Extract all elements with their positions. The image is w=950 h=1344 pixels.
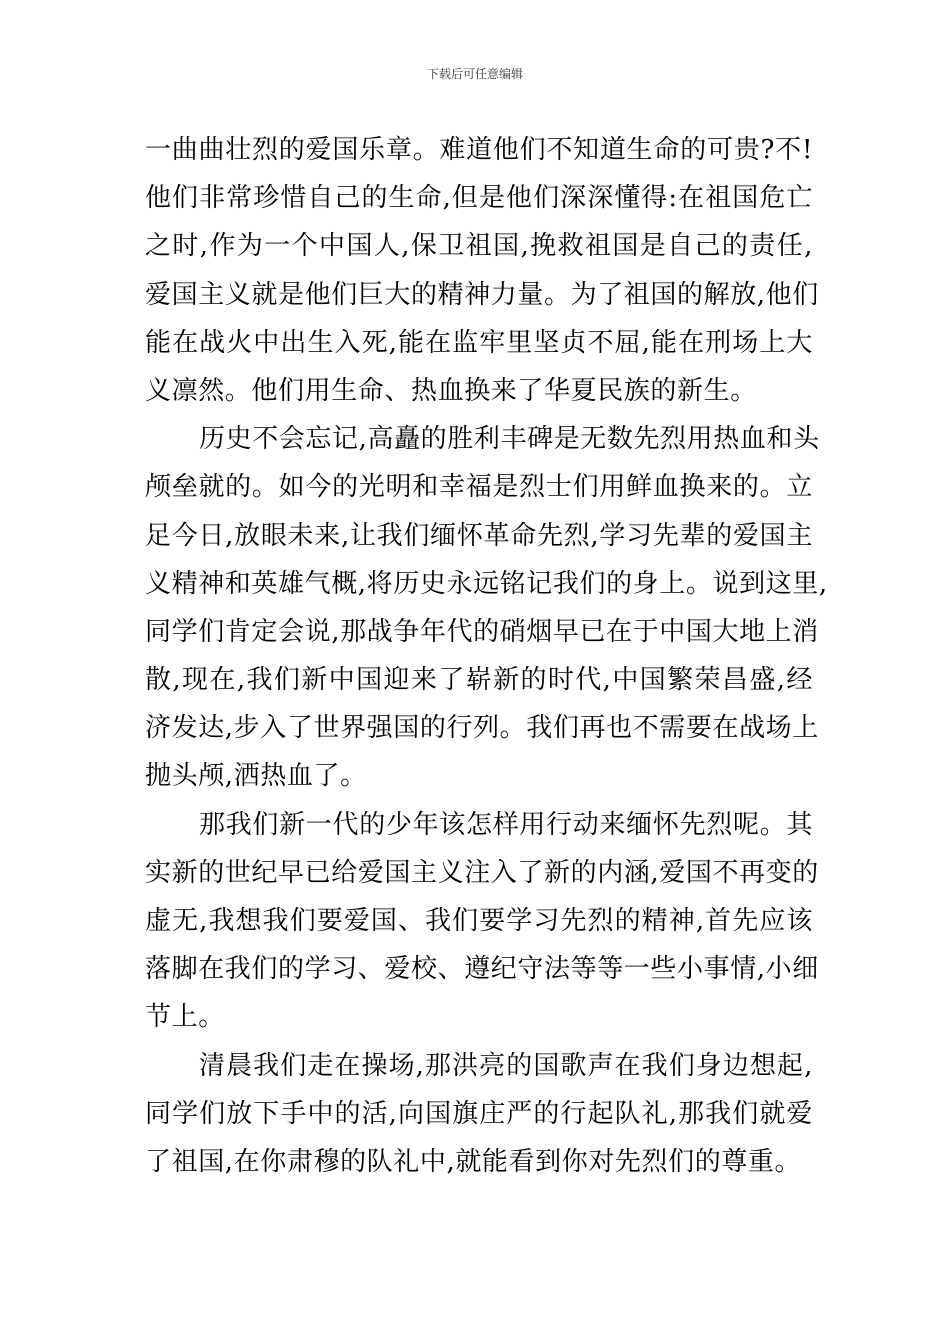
text-line: 落脚在我们的学习、爱校、遵纪守法等等一些小事情,小细 — [145, 954, 819, 985]
text-line: 抛头颅,洒热血了。 — [145, 761, 367, 792]
text-line: 实新的世纪早已给爱国主义注入了新的内涵,爱国不再变的 — [145, 857, 819, 888]
text-line: 爱国主义就是他们巨大的精神力量。为了祖国的解放,他们 — [145, 279, 819, 310]
text-line: 之时,作为一个中国人,保卫祖国,挽救祖国是自己的责任, — [145, 231, 813, 262]
text-line: 节上。 — [145, 1002, 225, 1033]
text-line: 济发达,步入了世界强国的行列。我们再也不需要在战场上 — [145, 713, 819, 744]
text-line: 清晨我们走在操场,那洪亮的国歌声在我们身边想起, — [199, 1050, 813, 1081]
text-line: 那我们新一代的少年该怎样用行动来缅怀先烈呢。其 — [199, 809, 813, 840]
text-line: 同学们肯定会说,那战争年代的硝烟早已在于中国大地上消 — [145, 616, 819, 647]
text-line: 散,现在,我们新中国迎来了崭新的时代,中国繁荣昌盛,经 — [145, 665, 813, 696]
text-line: 历史不会忘记,高矗的胜利丰碑是无数先烈用热血和头 — [199, 424, 820, 455]
document-body — [145, 126, 828, 1186]
text-line: 虚无,我想我们要爱国、我们要学习先烈的精神,首先应该 — [145, 906, 813, 936]
text-line: 义精神和英雄气概,将历史永远铭记我们的身上。说到这里, — [145, 568, 828, 599]
text-line: 能在战火中出生入死,能在监牢里坚贞不屈,能在刑场上大 — [145, 327, 813, 358]
text-line: 颅垒就的。如今的光明和幸福是烈士们用鲜血换来的。立 — [145, 472, 813, 503]
text-line: 同学们放下手中的活,向国旗庄严的行起队礼,那我们就爱 — [145, 1098, 813, 1129]
text-line: 他们非常珍惜自己的生命,但是他们深深懂得:在祖国危亡 — [145, 183, 813, 214]
text-line: 足今日,放眼未来,让我们缅怀革命先烈,学习先辈的爱国主 — [145, 520, 813, 551]
text-line: 义凛然。他们用生命、热血换来了华夏民族的新生。 — [145, 375, 757, 406]
text-line: 一曲曲壮烈的爱国乐章。难道他们不知道生命的可贵?不! — [145, 135, 813, 165]
page-header: 下载后可任意编辑 — [426, 67, 523, 81]
text-line: 了祖国,在你肃穆的队礼中,就能看到你对先烈们的尊重。 — [145, 1146, 802, 1177]
